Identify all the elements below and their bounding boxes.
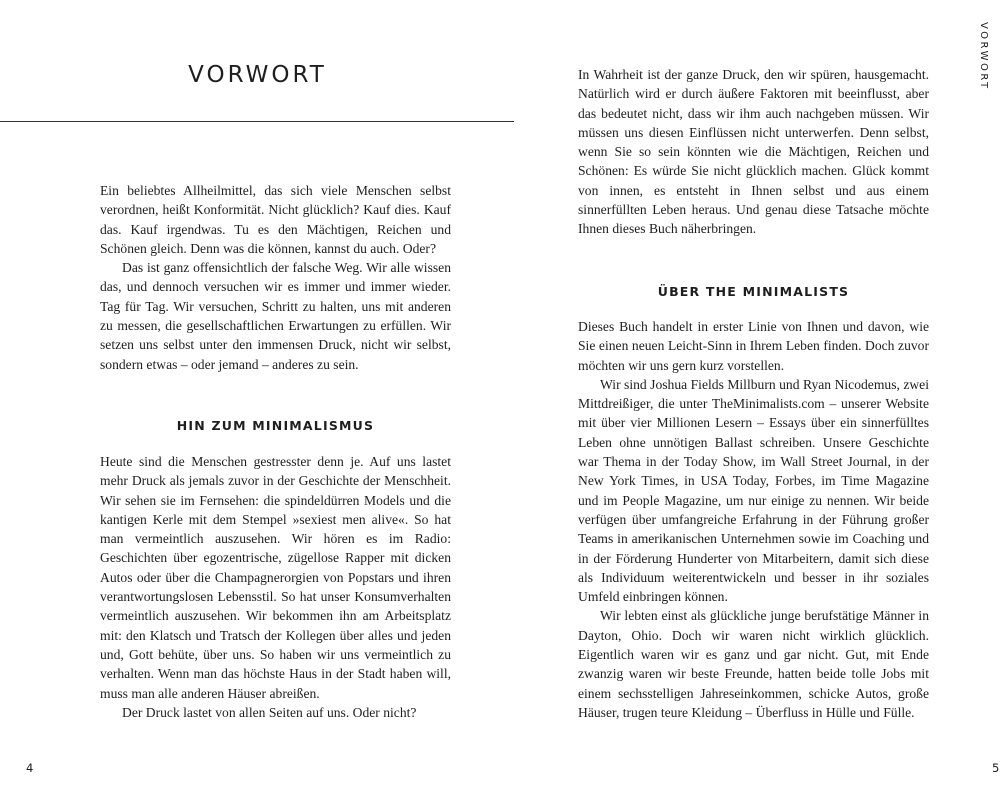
paragraph: Wir lebten einst als glückliche junge berufstätige Männer in Dayton, Ohio. Doch wir waren nicht wirklich glücklich. Eigentlich waren wir es ganz und gar nicht. Gut, mit Ende zwanzig waren wir beste Freunde, hatten beide tolle Jobs mit einem sechsstelligen Jahreseinkommen, schicke Autos, große Häuser, trugen teure Kleidung – Überfluss in Hülle und Fülle. [578, 608, 929, 720]
running-head: VORWORT [978, 22, 989, 91]
continued-text [578, 65, 929, 239]
section-heading: HIN ZUM MINIMALISMUS [176, 418, 375, 433]
paragraph: Heute sind die Menschen gestresster denn je. Auf uns lastet mehr Druck als jemals zuvor in der Geschichte der Menschheit. Wir sehen sie im Fernsehen: die spindeldürren Models und die kantigen Kerle mit dem Stempel »sexiest men alive«. So hat man vermeintlich auszusehen. Wir hören es im Radio: Geschichten über egozentrische, zügellose Rapper mit dicken Autos oder über die Champagnerorgien von Popstars und ihren verantwortungslosen Lebensstil. So hat unser Konsumverhalten vermeintlich auszusehen. Wir bekommen ihn am Arbeitsplatz mit: den Klatsch und Tratsch der Kollegen über alles und jeden und, Gott behüte, über uns. So haben wir uns vermeintlich zu verhalten. Wenn man das höchste Haus in der Stadt haben will, muss man alle anderen Häuser abreißen. [100, 454, 451, 701]
intro-text [100, 181, 451, 374]
paragraph: Der Druck lastet von allen Seiten auf uns. Oder nicht? [122, 704, 417, 720]
paragraph: In Wahrheit ist der ganze Druck, den wir spüren, hausgemacht. Natürlich wird er durch äußere Faktoren mit beeinflusst, aber das bedeutet nicht, dass wir ihm auch nachgeben müssen. Wir müssen uns diesen Einflüssen nicht unterwerfen. Denn selbst, wenn Sie so sein könnten wie die Mächtigen, Reichen und Schönen: Es würde Sie nicht glücklich machen. Glück kommt von innen, es entsteht in Ihnen selbst und aus einem sinnerfüllten Leben heraus. Und genau diese Tatsache möchte Ihnen dieses Buch näherbringen. [578, 67, 929, 237]
right-page [500, 0, 1000, 800]
section-text [100, 452, 451, 722]
paragraph: Das ist ganz offensichtlich der falsche Weg. Wir alle wissen das, und dennoch versuchen wir es immer und immer wieder. Tag für Tag. Wir versuchen, Schritt zu halten, uns mit anderen zu messen, die gesellschaftlichen Erwartungen zu erfüllen. Wir setzen uns selbst unter den immensen Druck, nicht wir selbst, sondern etwas – oder jemand – anderes zu sein. [100, 260, 451, 372]
page-number: 4 [26, 761, 34, 775]
chapter-title: VORWORT [188, 62, 327, 88]
section-text [578, 317, 929, 722]
paragraph: Ein beliebtes Allheilmittel, das sich viele Menschen selbst verordnen, heißt Konformität. Nicht glücklich? Kauf dies. Kauf das. Kauf irgendwas. Tu es den Mächtigen, Reichen und Schönen gleich. Denn was die können, kannst du auch. Oder? [100, 183, 451, 256]
title-rule [0, 121, 514, 122]
section-heading: ÜBER THE MINIMALISTS [657, 284, 850, 299]
paragraph: Dieses Buch handelt in erster Linie von Ihnen und davon, wie Sie einen neuen Leicht-Sinn in Ihrem Leben finden. Doch zuvor möchten wir uns gern kurz vorstellen. [578, 319, 929, 373]
page-number: 5 [992, 761, 1000, 775]
paragraph: Wir sind Joshua Fields Millburn und Ryan Nicodemus, zwei Mittdreißiger, die unter TheMinimalists.com – unserer Website mit über vier Millionen Lesern – Essays über ein sinnerfülltes Leben ohne unnötigen Ballast schreiben. Unsere Geschichte war Thema in der Today Show, im Wall Street Journal, in der New York Times, in USA Today, Forbes, im Time Magazine und im People Magazine, um nur einige zu nennen. Wir beide verfügen über umfangreiche Erfahrung in der Führung großer Teams in amerikanischen Unternehmen sowie im Coaching und in der Förderung Hunderter von Mitarbeitern, damit sich diese als Individuum weiterentwickeln und besser in ihr soziales Umfeld einbringen können. [578, 376, 929, 605]
